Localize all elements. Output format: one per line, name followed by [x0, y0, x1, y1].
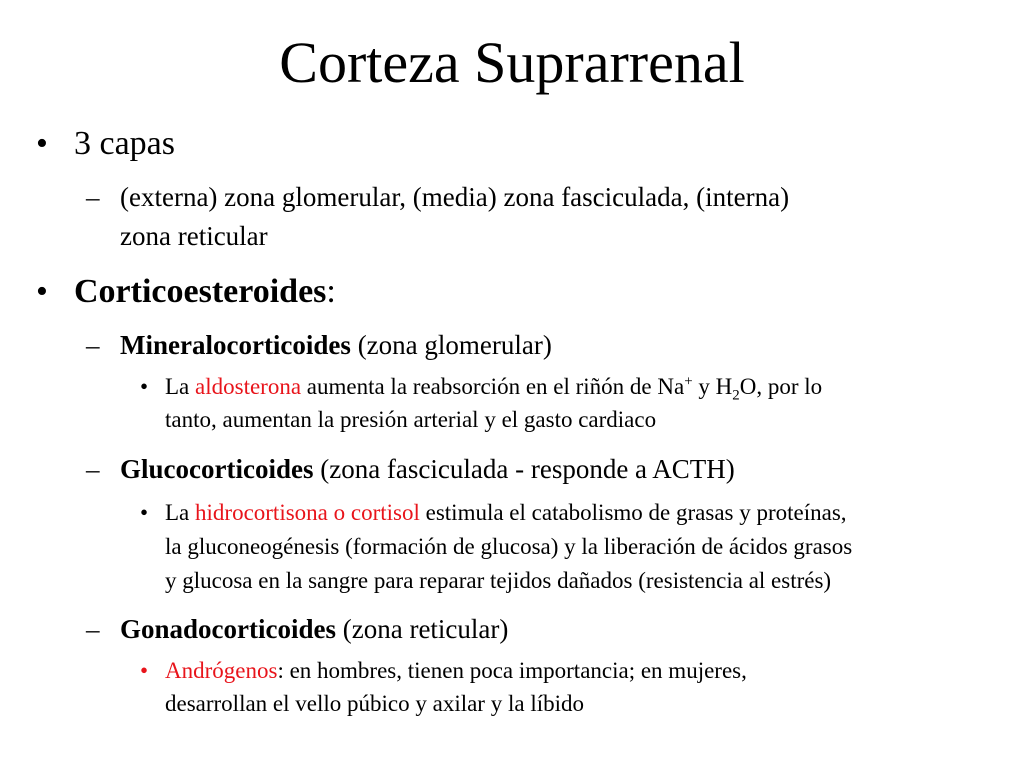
gonadocorticoides-desc-line1: [165, 655, 747, 686]
sub-bullet-marker: •: [140, 374, 149, 399]
glucocorticoides-label: Glucocorticoides: [120, 454, 314, 484]
desc-text: : en hombres, tienen poca importancia; en mujeres,: [277, 658, 747, 683]
capas-detail-line2: zona reticular: [120, 221, 268, 251]
corticoesteroides-label: Corticoesteroides: [74, 273, 327, 310]
sodium-charge: +: [684, 373, 693, 390]
sub-bullet-marker-red: •: [140, 658, 149, 683]
desc-text: La: [165, 500, 196, 525]
glucocorticoides-desc-line2: la gluconeogénesis (formación de glucosa) y la liberación de ácidos grasos: [165, 534, 853, 559]
androgenos-highlight: Andrógenos: [165, 658, 278, 683]
gonadocorticoides-label: Gonadocorticoides: [120, 614, 336, 644]
dash-marker: –: [86, 330, 100, 360]
bullet-capas: 3 capas: [74, 125, 176, 162]
glucocorticoides-heading: [120, 452, 735, 486]
aldosterona-highlight: aldosterona: [195, 374, 302, 399]
desc-text: O, por lo: [739, 374, 823, 399]
desc-text: estimula el catabolismo de grasas y proteínas,: [419, 500, 847, 525]
mineralocorticoides-heading: [120, 328, 552, 362]
mineralocorticoides-label: Mineralocorticoides: [120, 330, 351, 360]
slide-title: Corteza Suprarrenal: [279, 30, 745, 95]
capas-detail-line1: (externa) zona glomerular, (media) zona fasciculada, (interna): [120, 182, 790, 212]
dash-marker: –: [86, 182, 100, 212]
gonadocorticoides-desc-line2: desarrollan el vello púbico y axilar y la líbido: [165, 691, 584, 716]
sub-bullet-marker: •: [140, 500, 149, 525]
gonadocorticoides-heading: [120, 612, 508, 646]
dash-marker: –: [86, 454, 100, 484]
glucocorticoides-zone: (zona fasciculada - responde a ACTH): [313, 454, 735, 484]
desc-text: La: [165, 374, 196, 399]
gonadocorticoides-zone: (zona reticular): [336, 614, 509, 644]
bullet-marker: •: [36, 273, 48, 310]
mineralocorticoides-desc-line2: tanto, aumentan la presión arterial y el gasto cardiaco: [165, 407, 657, 432]
desc-text: y H: [692, 374, 733, 399]
corticoesteroides-colon: :: [326, 273, 336, 310]
mineralocorticoides-desc-line1: [165, 371, 822, 402]
mineralocorticoides-zone: (zona glomerular): [350, 330, 552, 360]
dash-marker: –: [86, 614, 100, 644]
cortisol-highlight: hidrocortisona o cortisol: [195, 500, 420, 525]
bullet-marker: •: [36, 125, 48, 162]
glucocorticoides-desc-line1: [165, 497, 847, 528]
desc-text: aumenta la reabsorción en el riñón de Na: [301, 374, 685, 399]
glucocorticoides-desc-line3: y glucosa en la sangre para reparar tejidos dañados (resistencia al estrés): [165, 568, 832, 593]
water-subscript: 2: [732, 387, 740, 404]
bullet-corticoesteroides: [74, 272, 336, 312]
